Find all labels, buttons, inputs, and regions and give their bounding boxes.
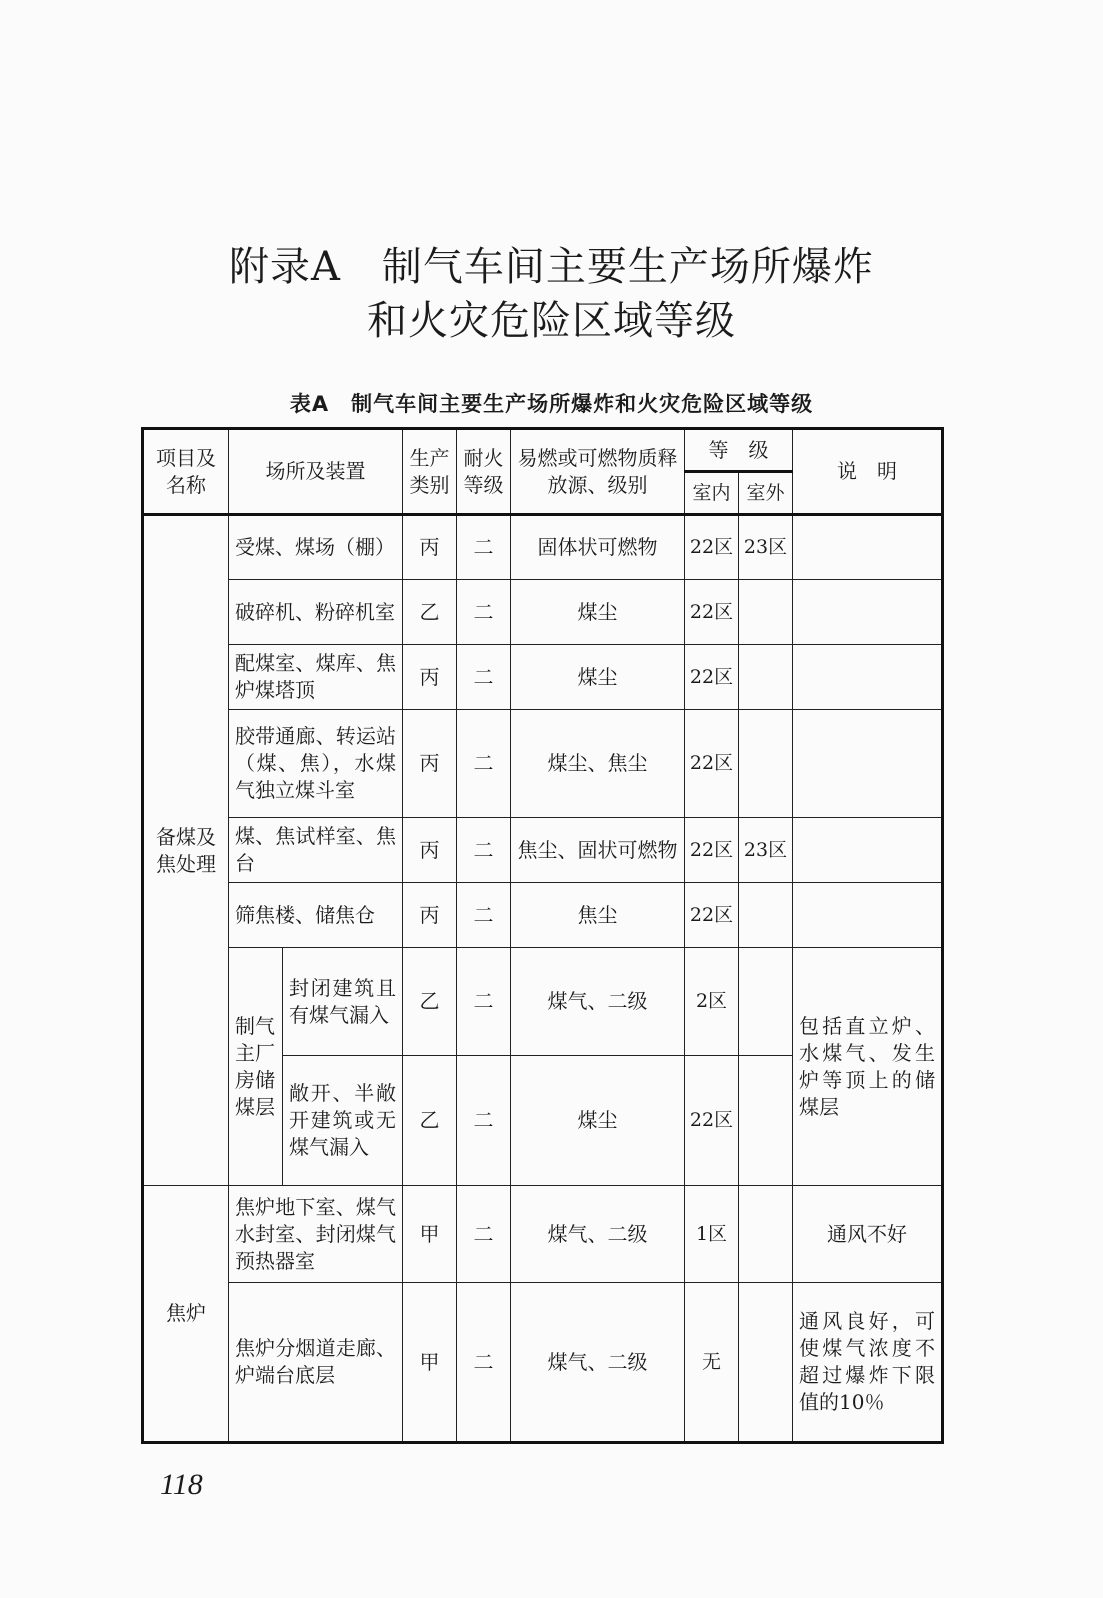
place-cell: 筛焦楼、储焦仓 (229, 883, 403, 948)
header-fire-resistance: 耐火等级 (457, 429, 511, 515)
outdoor-cell (739, 710, 793, 818)
outdoor-cell (739, 948, 793, 1056)
header-outdoor: 室外 (739, 472, 793, 515)
table-row (143, 948, 943, 1056)
place-cell: 破碎机、粉碎机室 (229, 580, 403, 645)
place-cell: 受煤、煤场（棚） (229, 515, 403, 580)
place-cell: 敞开、半敞开建筑或无煤气漏入 (283, 1056, 403, 1186)
table-row (143, 515, 943, 580)
group-coal-prep: 备煤及焦处理 (143, 515, 229, 1186)
source-cell: 固体状可燃物 (511, 515, 685, 580)
table-row (143, 710, 943, 818)
note-cell (793, 515, 943, 580)
production-cell: 甲 (403, 1283, 457, 1443)
source-cell: 煤尘 (511, 1056, 685, 1186)
header-production: 生产类别 (403, 429, 457, 515)
note-cell: 包括直立炉、水煤气、发生炉等顶上的储煤层 (793, 948, 943, 1186)
production-cell: 丙 (403, 710, 457, 818)
table-caption (0, 388, 1103, 418)
table-row (143, 1186, 943, 1283)
title-line-1: 附录A 制气车间主要生产场所爆炸 (229, 244, 874, 290)
production-cell: 丙 (403, 883, 457, 948)
indoor-cell: 22区 (685, 883, 739, 948)
source-cell: 煤气、二级 (511, 1283, 685, 1443)
place-cell: 胶带通廊、转运站（煤、焦），水煤气独立煤斗室 (229, 710, 403, 818)
caption-label: 表A (289, 392, 330, 416)
hazard-grade-table (141, 427, 944, 1444)
outdoor-cell (739, 1186, 793, 1283)
header-item: 项目及名称 (143, 429, 229, 515)
production-cell: 丙 (403, 818, 457, 883)
source-cell: 煤尘 (511, 645, 685, 710)
table-row (143, 580, 943, 645)
fire-cell: 二 (457, 818, 511, 883)
indoor-cell: 1区 (685, 1186, 739, 1283)
outdoor-cell (739, 1283, 793, 1443)
outdoor-cell (739, 883, 793, 948)
header-place: 场所及装置 (229, 429, 403, 515)
table-row (143, 1283, 943, 1443)
fire-cell: 二 (457, 710, 511, 818)
source-cell: 焦尘、固状可燃物 (511, 818, 685, 883)
header-release-source: 易燃或可燃物质释放源、级别 (511, 429, 685, 515)
outdoor-cell (739, 1056, 793, 1186)
indoor-cell: 22区 (685, 710, 739, 818)
indoor-cell: 无 (685, 1283, 739, 1443)
fire-cell: 二 (457, 645, 511, 710)
note-cell (793, 818, 943, 883)
note-cell (793, 710, 943, 818)
fire-cell: 二 (457, 1283, 511, 1443)
production-cell: 丙 (403, 515, 457, 580)
group-coke-oven: 焦炉 (143, 1186, 229, 1443)
outdoor-cell (739, 645, 793, 710)
page-number: 118 (160, 1468, 203, 1501)
production-cell: 乙 (403, 1056, 457, 1186)
indoor-cell: 22区 (685, 818, 739, 883)
indoor-cell: 22区 (685, 580, 739, 645)
outdoor-cell: 23区 (739, 515, 793, 580)
header-note: 说 明 (793, 429, 943, 515)
note-cell (793, 580, 943, 645)
note-cell: 通风良好，可使煤气浓度不超过爆炸下限值的10％ (793, 1283, 943, 1443)
indoor-cell: 2区 (685, 948, 739, 1056)
appendix-title (0, 240, 1103, 348)
source-cell: 煤尘、焦尘 (511, 710, 685, 818)
source-cell: 焦尘 (511, 883, 685, 948)
note-cell (793, 883, 943, 948)
fire-cell: 二 (457, 883, 511, 948)
header-indoor: 室内 (685, 472, 739, 515)
note-cell: 通风不好 (793, 1186, 943, 1283)
caption-text: 制气车间主要生产场所爆炸和火灾危险区域等级 (351, 392, 814, 416)
fire-cell: 二 (457, 1186, 511, 1283)
table-row (143, 883, 943, 948)
place-cell: 焦炉分烟道走廊、炉端台底层 (229, 1283, 403, 1443)
production-cell: 丙 (403, 645, 457, 710)
fire-cell: 二 (457, 515, 511, 580)
source-cell: 煤尘 (511, 580, 685, 645)
fire-cell: 二 (457, 1056, 511, 1186)
place-cell: 封闭建筑且有煤气漏入 (283, 948, 403, 1056)
production-cell: 甲 (403, 1186, 457, 1283)
group-gas-storage: 制气主厂房储煤层 (229, 948, 283, 1186)
indoor-cell: 22区 (685, 1056, 739, 1186)
title-line-2: 和火灾危险区域等级 (367, 298, 736, 344)
table-row (143, 645, 943, 710)
table-row (143, 818, 943, 883)
header-grade: 等 级 (685, 429, 793, 472)
outdoor-cell: 23区 (739, 818, 793, 883)
production-cell: 乙 (403, 948, 457, 1056)
place-cell: 煤、焦试样室、焦台 (229, 818, 403, 883)
indoor-cell: 22区 (685, 645, 739, 710)
place-cell: 配煤室、煤库、焦炉煤塔顶 (229, 645, 403, 710)
indoor-cell: 22区 (685, 515, 739, 580)
fire-cell: 二 (457, 948, 511, 1056)
note-cell (793, 645, 943, 710)
fire-cell: 二 (457, 580, 511, 645)
source-cell: 煤气、二级 (511, 1186, 685, 1283)
production-cell: 乙 (403, 580, 457, 645)
source-cell: 煤气、二级 (511, 948, 685, 1056)
place-cell: 焦炉地下室、煤气水封室、封闭煤气预热器室 (229, 1186, 403, 1283)
outdoor-cell (739, 580, 793, 645)
